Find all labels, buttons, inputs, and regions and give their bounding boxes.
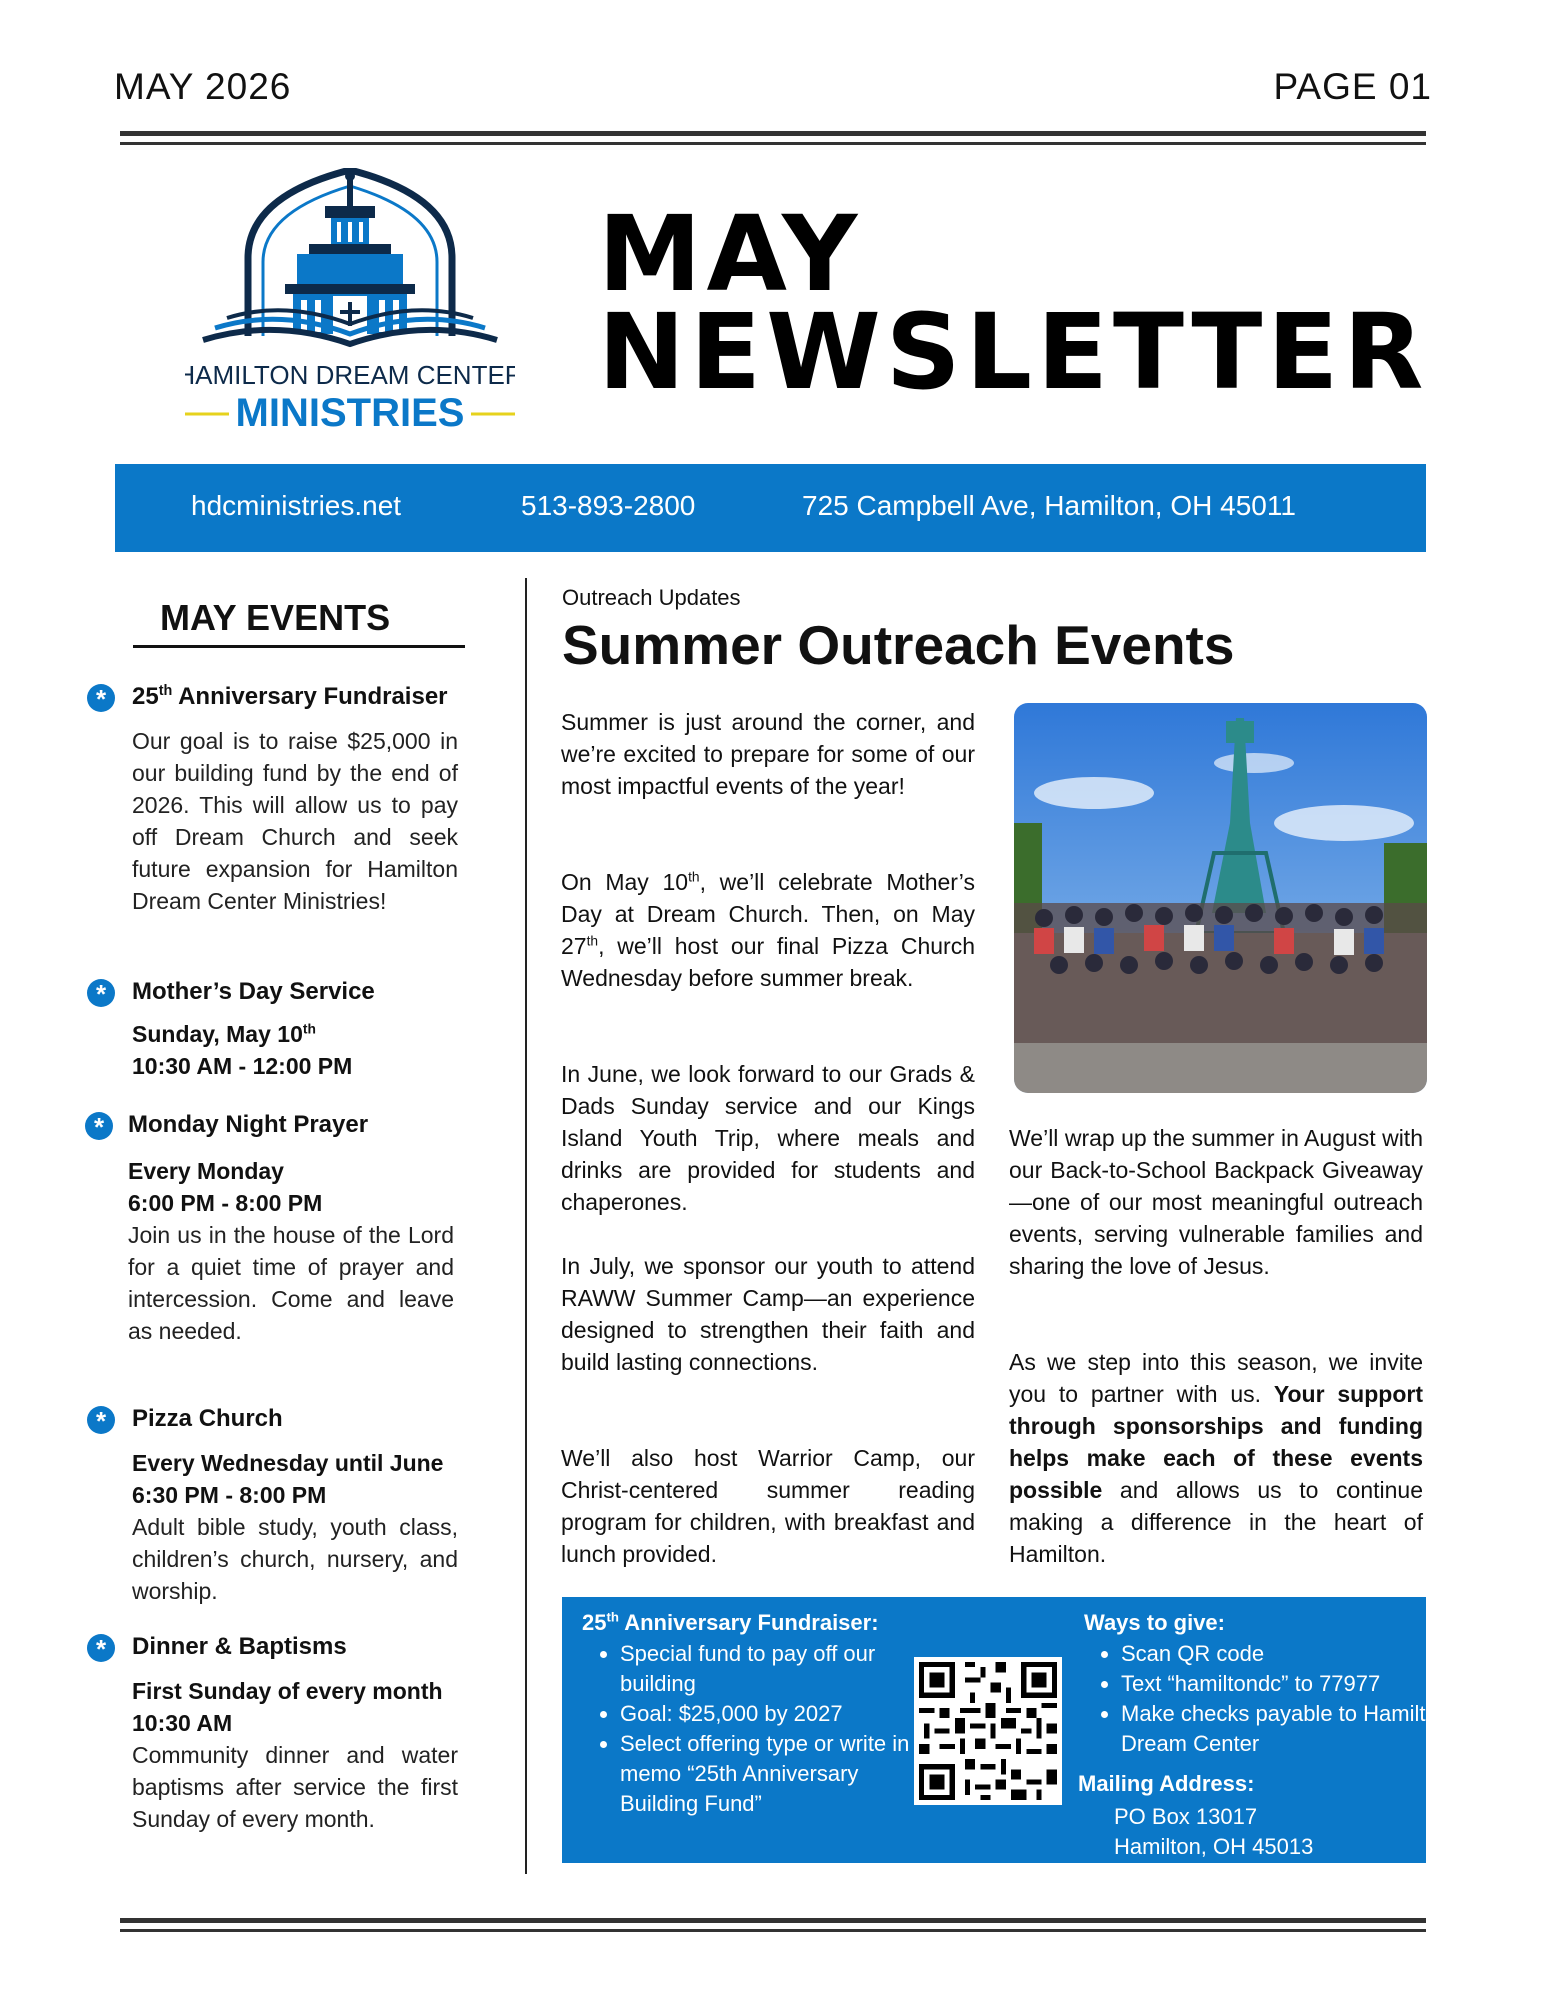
phone-number[interactable]: 513-893-2800 [521,490,696,521]
event-day: Sunday, May 10th [132,1021,316,1047]
title-line1: MAY [598,193,863,315]
mail-line: Hamilton, OH 45013 [1114,1834,1314,1859]
list-item: • Scan QR code [1121,1639,1451,1669]
logo-line1: HAMILTON DREAM CENTER [185,360,515,390]
list-item: • Select offering type or write in memo “25th Anniversary Building Fund” [620,1729,920,1819]
event-day: Every Monday [128,1158,284,1184]
church-logo-icon [185,168,515,438]
page-number: PAGE 01 [1273,66,1432,107]
fundraiser-bullets [592,1639,920,1819]
article-paragraph: In June, we look forward to our Grads & Dads Sunday service and our Kings Island Youth Trip, where meals and drinks are provided for students and chaperones. [561,1061,975,1215]
article-paragraph: Summer is just around the corner, and we’re excited to prepare for some of our most impactful events of the year! [561,709,975,799]
list-item: • Text “hamiltondc” to 77977 [1121,1669,1451,1699]
article-paragraph: As we step into this season, we invite you to partner with us. Your support through sponsorships and funding helps make each of these events possible and allows us to continue making a difference in the heart of Hamilton. [1009,1349,1423,1567]
mailing-address-heading: Mailing Address: [1078,1771,1255,1796]
top-rule-thin [120,142,1426,145]
event-day: First Sunday of every month [132,1678,443,1704]
event-time: 10:30 AM [132,1710,233,1736]
issue-date: MAY 2026 [114,66,292,107]
bottom-rule-thick [120,1918,1426,1923]
event-description: Community dinner and water baptisms after service the first Sunday of every month. [132,1742,458,1832]
event-title: 25th Anniversary Fundraiser [132,683,448,710]
ways-to-give-bullets [1093,1639,1451,1759]
list-item: • Make checks payable to Hamilton Dream Center [1121,1699,1451,1759]
asterisk-circle-icon: * [85,1112,113,1140]
column-divider [525,578,527,1874]
event-title: Pizza Church [132,1405,283,1432]
fundraiser-heading: 25th Anniversary Fundraiser: [582,1609,879,1635]
events-heading-underline [133,645,465,648]
list-item: • Special fund to pay off our building [620,1639,920,1699]
ways-to-give-heading: Ways to give: [1084,1610,1225,1635]
fundraiser-box [562,1597,1450,1863]
mail-line: PO Box 13017 [1114,1804,1258,1829]
article-paragraph: We’ll wrap up the summer in August with our Back-to-School Backpack Giveaway—one of our most meaningful outreach events, serving vulnerable families and sharing the love of Jesus. [1009,1125,1423,1279]
website-link[interactable]: hdcministries.net [191,490,402,521]
title-line2: NEWSLETTER [598,291,1429,413]
event-description: Our goal is to raise $25,000 in our building fund by the end of 2026. This will allow us to pay off Dream Church and seek future expansion for Hamilton Dream Center Ministries! [132,728,458,914]
asterisk-circle-icon: * [87,1406,115,1434]
event-description: Adult bible study, youth class, children’s church, nursery, and worship. [132,1514,458,1604]
newsletter-title [598,193,1429,413]
article-kicker: Outreach Updates [562,585,741,610]
article-paragraph: In July, we sponsor our youth to attend RAWW Summer Camp—an experience designed to strengthen their faith and build lasting connections. [561,1253,975,1375]
bottom-rule-thin [120,1929,1426,1932]
event-day: Every Wednesday until June [132,1450,444,1476]
event-time: 6:00 PM - 8:00 PM [128,1190,323,1216]
asterisk-circle-icon: * [87,979,115,1007]
event-title: Monday Night Prayer [128,1111,369,1138]
asterisk-circle-icon: * [87,1634,115,1662]
top-rule-thick [120,131,1426,136]
logo-line2: MINISTRIES [235,391,465,435]
article-paragraph: We’ll also host Warrior Camp, our Christ-centered summer reading program for children, with breakfast and lunch provided. [561,1445,975,1567]
contact-band [115,464,1426,552]
article-headline: Summer Outreach Events [562,614,1235,676]
donation-qr-code[interactable] [914,1657,1062,1805]
article-paragraph: On May 10th, we’ll celebrate Mother’s Day at Dream Church. Then, on May 27th, we’ll host our final Pizza Church Wednesday before summer break. [561,869,975,991]
events-heading: MAY EVENTS [160,597,391,638]
ministry-logo [185,168,515,438]
event-title: Dinner & Baptisms [132,1633,347,1660]
event-title: Mother’s Day Service [132,978,375,1005]
event-description: Join us in the house of the Lord for a quiet time of prayer and intercession. Come and leave as needed. [128,1222,454,1344]
mailing-address [1114,1802,1313,1862]
list-item: • Goal: $25,000 by 2027 [620,1699,920,1729]
event-time: 10:30 AM - 12:00 PM [132,1053,353,1079]
youth-trip-photo [1014,703,1427,1093]
event-time: 6:30 PM - 8:00 PM [132,1482,327,1508]
street-address: 725 Campbell Ave, Hamilton, OH 45011 [802,490,1296,521]
asterisk-circle-icon: * [87,684,115,712]
